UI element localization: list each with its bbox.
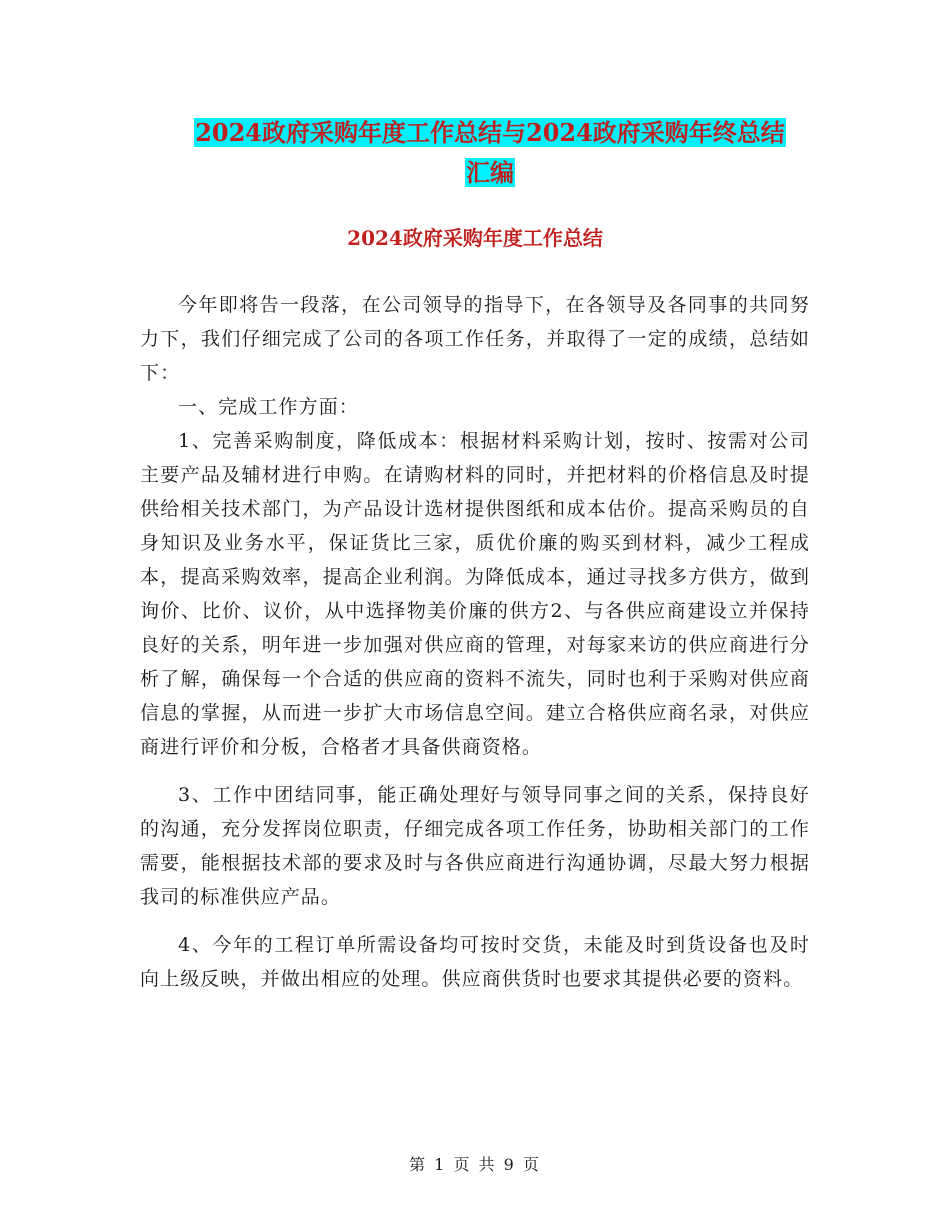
paragraph-item-4: 4、今年的工程订单所需设备均可按时交货，未能及时到货设备也及时向上级反映，并做出相应的处理。供应商供货时也要求其提供必要的资料。 [140, 934, 810, 990]
paragraph-heading-work: 一、完成工作方面： [178, 396, 359, 418]
paragraph-item-1: 1、完善采购制度，降低成本：根据材料采购计划，按时、按需对公司主要产品及辅材进行申购。在请购材料的同时，并把材料的价格信息及时提供给相关技术部门，为产品设计选材提供图纸和成本估价。提高采购员的自身知识及业务水平，保证货比三家，质优价廉的购买到材料，减少工程成本，提高采购效率，提高企业利润。为降低成本，通过寻找多方供方，做到询价、比价、议价，从中选择物美价廉的供方2、与各供应商建设立并保持良好的关系，明年进一步加强对供应商的管理，对每家来访的供应商进行分析了解，确保每一个合适的供应商的资料不流失，同时也利于采购对供应商信息的掌握，从而进一步扩大市场信息空间。建立合格供应商名录，对供应商进行评价和分板，合格者才具备供商资格。 [140, 430, 810, 758]
paragraph-item-3: 3、工作中团结同事，能正确处理好与领导同事之间的关系，保持良好的沟通，充分发挥岗位职责，仔细完成各项工作任务，协助相关部门的工作需要，能根据技术部的要求及时与各供应商进行沟通协调，尽最大努力根据我司的标准供应产品。 [140, 784, 810, 908]
section-title: 2024政府采购年度工作总结 [347, 226, 603, 250]
document-body [140, 288, 810, 996]
document-title [140, 113, 840, 193]
page-footer: 第 1 页 共 9 页 [409, 1155, 541, 1174]
paragraph-intro: 今年即将告一段落，在公司领导的指导下，在各领导及各同事的共同努力下，我们仔细完成了公司的各项工作任务，并取得了一定的成绩，总结如下： [140, 294, 810, 384]
document-title-line1: 2024政府采购年度工作总结与2024政府采购年终总结 [195, 118, 785, 147]
document-title-line2: 汇编 [466, 158, 514, 187]
